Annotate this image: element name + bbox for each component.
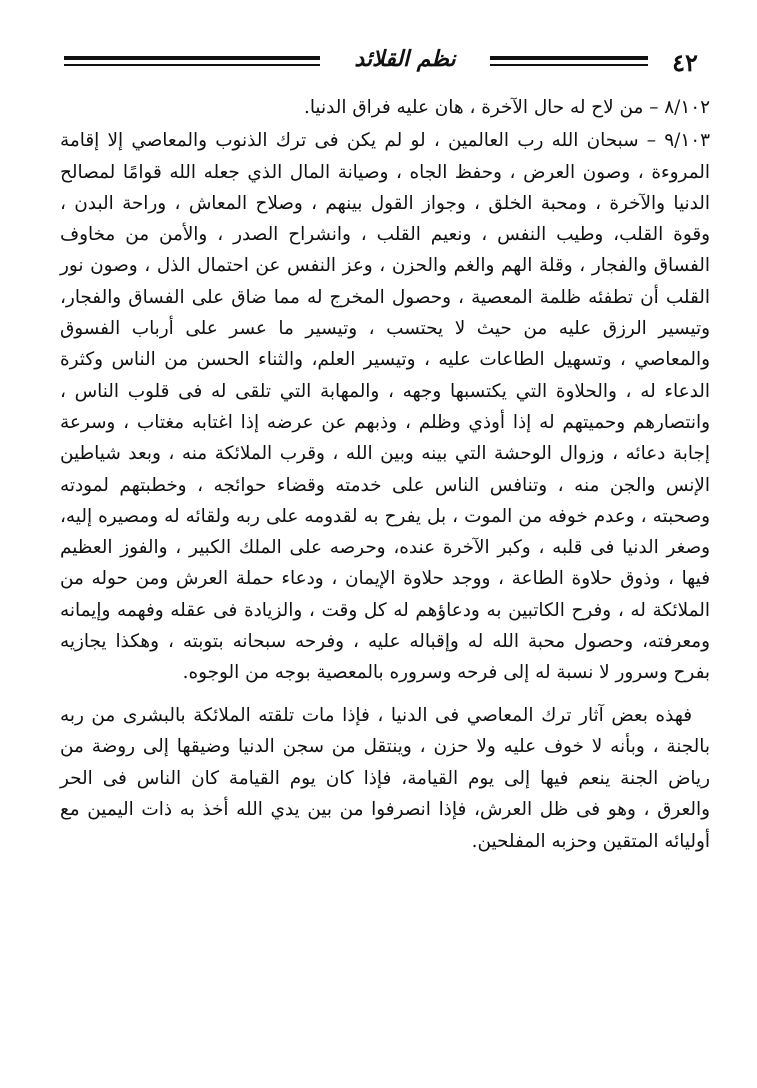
entry-9 — [60, 125, 710, 688]
header-rule-right — [490, 56, 648, 60]
page-number: ٤٢ — [672, 48, 698, 77]
entry-text: من لاح له حال الآخرة ، هان عليه فراق الدنيا. — [303, 97, 644, 118]
page-header — [64, 44, 708, 84]
header-rule-right-thin — [490, 64, 648, 66]
entry-dash: – — [638, 130, 656, 152]
entry-number: ٩/١٠٣ — [664, 130, 710, 152]
header-rule-left-thin — [64, 64, 320, 66]
book-title: نظم القلائد — [354, 46, 456, 72]
header-rule-left — [64, 56, 320, 60]
closing-paragraph: فهذه بعض آثار ترك المعاصي فى الدنيا ، فإذا مات تلقته الملائكة بالبشرى من ربه بالجنة ، وبأنه لا خوف عليه ولا حزن ، وينتقل من سجن الدنيا وضيقها إلى روضة من رياض الجنة ينعم فيها إلى يوم القيامة، فإذا كان يوم القيامة كان الناس فى الحر والعرق ، وهو فى ظل العرش، فإذا انصرفوا من بين يدي الله أخذ به ذات اليمين مع أوليائه المتقين وحزبه المفلحين. — [60, 704, 710, 852]
entry-8 — [60, 92, 710, 123]
page-body — [60, 92, 710, 857]
entry-number: ٨/١٠٢ — [664, 97, 710, 118]
entry-text: سبحان الله رب العالمين ، لو لم يكن فى ترك الذنوب والمعاصي إلا إقامة المروءة ، وصون العرض ، وحفظ الجاه ، وصيانة المال الذي جعله الله قوامًا لمصالح الدنيا والآخرة ، ومحبة الخلق ، وجواز القول بينهم ، وصلاح المعاش ، وراحة البدن ، وقوة القلب، وطيب النفس ، ونعيم القلب ، وانشراح الصدر ، والأمن من مخاوف الفساق والفجار ، وقلة الهم والغم والحزن ، وعز النفس عن احتمال الذل ، وصون نور القلب أن تطفئه ظلمة المعصية ، وحصول المخرج له مما ضاق على الفساق والفجار، وتيسير الرزق عليه من حيث لا يحتسب ، وتيسير ما عسر على أرباب الفسوق والمعاصي ، وتسهيل الطاعات عليه ، وتيسير العلم، والثناء الحسن من الناس وكثرة الدعاء له ، والحلاوة التي يكتسبها وجهه ، والمهابة التي تلقى له فى قلوب الناس ، وانتصارهم وحميتهم له إذا أوذي وظلم ، وذبهم عن عرضه إذا اغتابه مغتاب ، وسرعة إجابة دعائه ، وزوال الوحشة التي بينه وبين الله ، وقرب الملائكة منه ، وبعد شياطين الإنس والجن منه ، وتنافس الناس على خدمته وقضاء حوائجه ، وخطبتهم لمودته وصحبته ، وعدم خوفه من الموت ، بل يفرح به لقدومه على ربه ولقائه له ومصيره إليه، وصغر الدنيا فى قلبه ، وكبر الآخرة عنده، وحرصه على الملك الكبير ، والفوز العظيم فيها ، وذوق حلاوة الطاعة ، ووجد حلاوة الإيمان ، ودعاء حملة العرش ومن حوله من الملائكة له ، وفرح الكاتبين به ودعاؤهم له كل وقت ، والزيادة فى عقله وفهمه وإيمانه ومعرفته، وحصول محبة الله له وإقباله عليه ، وفرحه سبحانه بتوبته ، وهكذا يجازيه بفرح وسرور لا نسبة له إلى فرحه وسروره بالمعصية بوجه من الوجوه. — [60, 130, 710, 684]
entry-dash: – — [643, 97, 659, 118]
